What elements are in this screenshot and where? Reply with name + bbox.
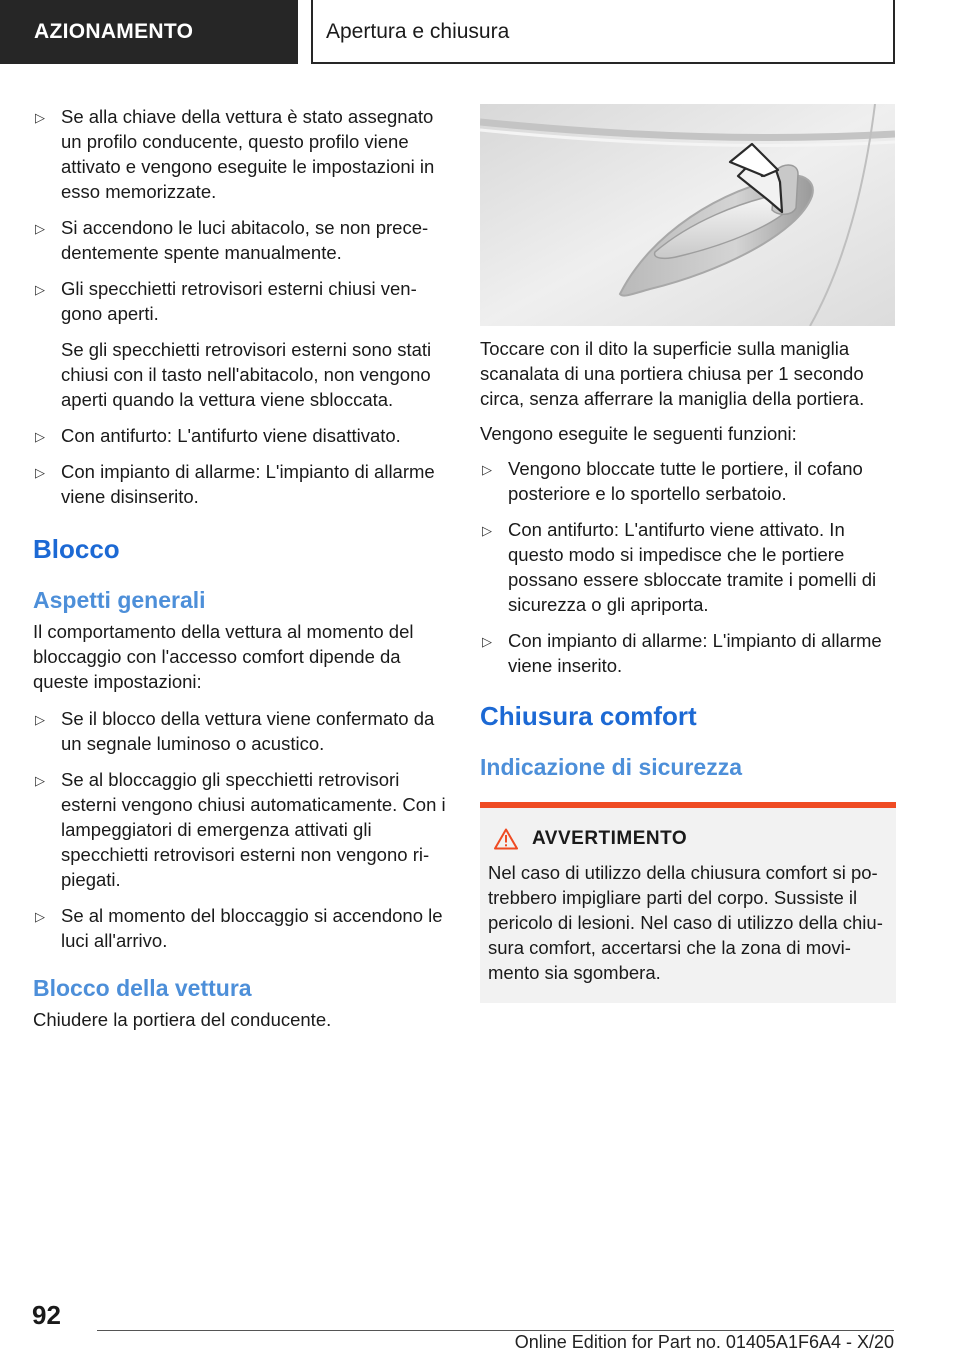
list-item: ▷ Se alla chiave della vettura è stato assegnato un profilo conducente, questo profilo viene attivato e vengono eseguite le impostazioni in esso memorizzate. xyxy=(35,106,435,202)
door-handle-figure xyxy=(480,104,895,326)
left-column xyxy=(33,104,449,1032)
unlock-functions-list xyxy=(33,104,449,509)
warning-box xyxy=(480,802,896,1003)
warning-text: Nel caso di utilizzo della chiusura comfort si po‐trebbero impigliare parti del corpo. Sussiste il pericolo di lesioni. Nel caso di utilizzo della chiu‐sura comfort, accertarsi che la zona di movi‐mento sia sgombera. xyxy=(488,862,883,983)
list-item: ▷ Vengono bloccate tutte le portiere, il cofano posteriore e lo sportello serbatoio. xyxy=(482,458,863,504)
heading-indicazione-sicurezza: Indicazione di sicurezza xyxy=(480,754,743,780)
section-tab: AZIONAMENTO xyxy=(0,0,298,64)
heading-aspetti-generali: Aspetti generali xyxy=(33,587,206,613)
warning-triangle-icon xyxy=(494,828,518,850)
bullet-triangle-icon: ▷ xyxy=(35,429,45,444)
aspetti-paragraph: Il comportamento della vettura al momento del bloccaggio con l'accesso comfort dipende da queste impostazioni: xyxy=(33,621,414,692)
heading-blocco: Blocco xyxy=(33,534,120,564)
door-handle-press-arrow-icon xyxy=(480,104,895,326)
chapter-title: Apertura e chiusura xyxy=(311,0,895,64)
bullet-triangle-icon: ▷ xyxy=(482,634,492,649)
list-item: ▷ Con antifurto: L'antifurto viene disattivato. xyxy=(33,423,449,448)
bullet-triangle-icon: ▷ xyxy=(35,712,45,727)
bullet-triangle-icon: ▷ xyxy=(35,773,45,788)
bullet-triangle-icon: ▷ xyxy=(482,462,492,477)
warning-header xyxy=(494,828,888,850)
figure-caption: Toccare con il dito la superficie sulla maniglia scanalata di una portiera chiusa per 1 secondo circa, senza afferrare la maniglia della portiera. xyxy=(480,338,865,409)
lock-settings-list xyxy=(33,706,449,953)
bullet-triangle-icon: ▷ xyxy=(482,523,492,538)
functions-intro: Vengono eseguite le seguenti funzioni: xyxy=(480,423,797,444)
heading-blocco-vettura: Blocco della vettura xyxy=(33,975,252,1001)
list-item: ▷ Si accendono le luci abitacolo, se non prece‐dentemente spente manualmente. xyxy=(35,217,429,263)
right-column xyxy=(480,104,896,1003)
lock-functions-list xyxy=(480,456,896,678)
page-number: 92 xyxy=(32,1300,61,1330)
list-item: ▷ Con impianto di allarme: L'impianto di allarme viene inserito. xyxy=(482,630,882,676)
list-item: ▷ Se il blocco della vettura viene confermato da un segnale luminoso o acustico. xyxy=(35,708,435,754)
list-item: ▷ Con antifurto: L'antifurto viene attivato. In questo modo si impedisce che le portiere possano essere sbloccate tramite i pomelli di sicurezza o gli apriporta. xyxy=(482,519,877,615)
list-item: ▷ Se al bloccaggio gli specchietti retrovisori esterni vengono chiusi automaticamente. Con i lampeggiatori di emergenza attivati gli specchietti retrovisori esterni non vengono ri‐piegati. xyxy=(35,769,446,890)
footer-divider xyxy=(97,1330,894,1331)
bullet-triangle-icon: ▷ xyxy=(35,282,45,297)
heading-chiusura-comfort: Chiusura comfort xyxy=(480,701,697,731)
list-item: ▷ Se al momento del bloccaggio si accendono le luci all'arrivo. xyxy=(35,905,443,951)
footer-edition: Online Edition for Part no. 01405A1F6A4 - X/20 xyxy=(514,1332,894,1352)
page-header xyxy=(0,0,960,66)
warning-title: AVVERTIMENTO xyxy=(532,828,688,849)
bullet-triangle-icon: ▷ xyxy=(35,221,45,236)
list-item-note: Con i lampeggiatori di emergenza attivati gli specchietti retrovisori esterni non vengono ri‐piegati. xyxy=(61,794,446,890)
bullet-triangle-icon: ▷ xyxy=(35,110,45,125)
list-item: ▷ Con impianto di allarme: L'impianto di allarme viene disinserito. xyxy=(35,461,435,507)
list-item: ▷ Gli specchietti retrovisori esterni chiusi ven‐gono aperti. Se gli specchietti retrovisori esterni sono stati chiusi con il tasto nell'abitacolo, non vengono aperti quando la vettura viene sbloccata. xyxy=(33,276,449,412)
bullet-triangle-icon: ▷ xyxy=(35,909,45,924)
list-item-note: Se gli specchietti retrovisori esterni sono stati chiusi con il tasto nell'abitacolo, non vengono aperti quando la vettura viene sbloccata. xyxy=(61,339,432,410)
bullet-triangle-icon: ▷ xyxy=(35,465,45,480)
vettura-paragraph: Chiudere la portiera del conducente. xyxy=(33,1009,332,1030)
